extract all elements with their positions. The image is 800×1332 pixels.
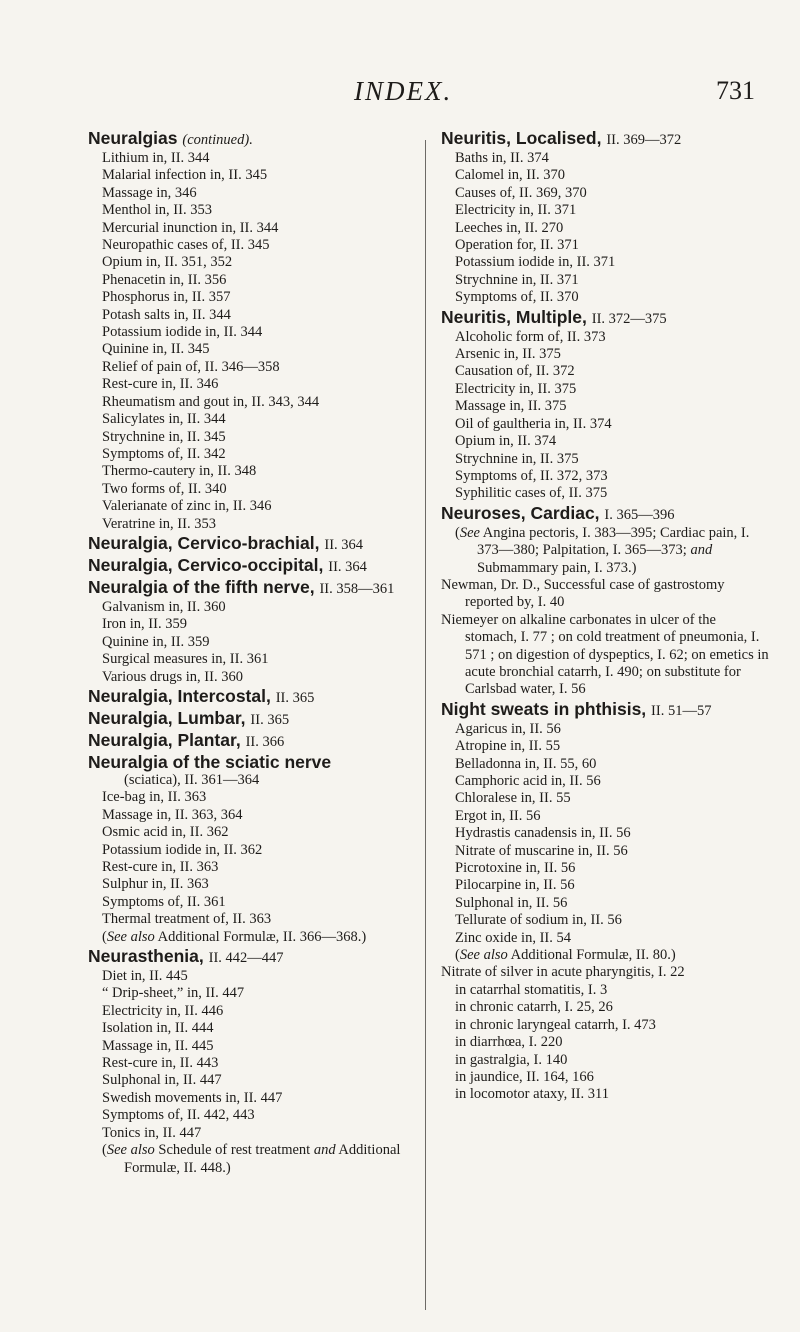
index-entry-neuritis-localised	[441, 128, 771, 307]
index-entry-cervico-brachial	[88, 533, 416, 555]
sub-entry: Strychnine in, II. 375	[455, 450, 579, 467]
sub-entry: Tellurate of sodium in, II. 56	[455, 912, 622, 929]
see-and: and	[690, 542, 713, 559]
sub-entry: Sulphonal in, II. 56	[455, 894, 568, 911]
sub-entry: Chloralese in, II. 55	[455, 790, 571, 807]
sub-entry: Syphilitic cases of, II. 375	[455, 485, 608, 502]
sub-entry: “ Drip-sheet,” in, II. 447	[102, 985, 245, 1002]
see-label: See	[459, 524, 480, 541]
entry-heading	[441, 307, 771, 329]
sub-entry: Electricity in, II. 375	[455, 380, 577, 397]
entry-heading	[88, 946, 416, 968]
sub-entry: Nitrate of muscarine in, II. 56	[455, 842, 628, 859]
sub-entry: Electricity in, II. 446	[102, 1002, 224, 1019]
entry-reference: II. 358—361	[319, 580, 395, 597]
sub-entry: Mercurial inunction in, II. 344	[102, 219, 279, 236]
sub-entry: Potassium iodide in, II. 344	[102, 324, 263, 341]
sub-entry: Symptoms of, II. 370	[455, 289, 579, 306]
sub-entry: Sulphonal in, II. 447	[102, 1072, 222, 1089]
sub-entry: Thermal treatment of, II. 363	[102, 911, 272, 928]
see-also-text: Additional Formulæ, II. 80.)	[510, 947, 676, 964]
sub-entry: in locomotor ataxy, II. 311	[455, 1086, 609, 1103]
sub-entry: Malarial infection in, II. 345	[102, 167, 268, 184]
see-text: Submammary pain, I. 373.)	[477, 559, 637, 576]
sub-entry: Hydrastis canadensis in, II. 56	[455, 825, 631, 842]
left-column	[88, 128, 416, 1177]
see-also-and: and	[313, 1142, 336, 1159]
sub-entry: Two forms of, II. 340	[102, 480, 227, 497]
index-entry-night-sweats	[441, 699, 771, 965]
index-entry-lumbar	[88, 708, 416, 730]
sub-entry: Surgical measures in, II. 361	[102, 651, 269, 668]
sub-entry: Quinine in, II. 345	[102, 341, 210, 358]
sub-entry: Massage in, II. 363, 364	[102, 806, 243, 823]
entry-heading: Nitrate of silver in acute pharyngitis, I. 22	[441, 964, 685, 981]
index-entry-intercostal	[88, 686, 416, 708]
sub-entry: Ice-bag in, II. 363	[102, 789, 207, 806]
entry-reference: II. 372—375	[591, 310, 667, 327]
sub-entry: Various drugs in, II. 360	[102, 668, 243, 685]
sub-entry: Oil of gaultheria in, II. 374	[455, 415, 612, 432]
index-entry-neuroses-cardiac	[441, 503, 771, 577]
see-also-label: See also	[459, 947, 508, 964]
entry-heading	[441, 503, 771, 525]
sub-entry: Symptoms of, II. 361	[102, 893, 226, 910]
sub-entry: Causes of, II. 369, 370	[455, 184, 587, 201]
sub-entry: Causation of, II. 372	[455, 363, 575, 380]
sub-entry: Symptoms of, II. 442, 443	[102, 1107, 255, 1124]
sub-entry: Zinc oxide in, II. 54	[455, 929, 571, 946]
sub-entry: Menthol in, II. 353	[102, 202, 212, 219]
sub-entry: Valerianate of zinc in, II. 346	[102, 498, 272, 515]
see-also-note: (See also Schedule of rest treatment and Additional Formulæ, II. 448.)	[102, 1142, 401, 1176]
see-also-text: Schedule of rest treatment	[158, 1142, 311, 1159]
entry-reference: II. 369—372	[606, 132, 682, 148]
index-entry-cervico-occipital	[88, 555, 416, 577]
entry-heading	[441, 699, 771, 721]
sub-entry: Pilocarpine in, II. 56	[455, 877, 575, 894]
sub-entry: Operation for, II. 371	[455, 237, 579, 254]
sub-entry: in chronic catarrh, I. 25, 26	[455, 999, 613, 1016]
sub-entry: Rheumatism and gout in, II. 343, 344	[102, 393, 320, 410]
sub-entry: Alcoholic form of, II. 373	[455, 328, 606, 345]
sub-entry: Massage in, II. 375	[455, 398, 567, 415]
sub-entry: Belladonna in, II. 55, 60	[455, 755, 597, 772]
page-number: 731	[716, 76, 755, 105]
see-also-text: Additional Formulæ, II. 366—368.)	[157, 928, 367, 945]
sub-entry: Rest-cure in, II. 443	[102, 1055, 219, 1072]
entry-reference: II. 364	[328, 558, 367, 575]
running-head: INDEX.	[354, 76, 453, 106]
sub-entry: Opium in, II. 374	[455, 433, 557, 450]
entry-heading-text: Neuralgia, Cervico-brachial,	[88, 532, 320, 553]
sub-entry: Calomel in, II. 370	[455, 167, 565, 184]
right-column	[441, 128, 771, 1104]
entry-heading-text: Neuroses, Cardiac,	[441, 502, 600, 523]
entry-heading	[88, 708, 416, 730]
sub-entry: Iron in, II. 359	[102, 616, 187, 633]
sub-entry: Massage in, II. 445	[102, 1037, 214, 1054]
index-entry-niemeyer: Niemeyer on alkaline carbonates in ulcer of the stomach, I. 77 ; on cold treatment of pneumonia, I. 571 ; on digestion of dyspeptics, I. 62; on emetics in acute bronchial catarrh, I. 490; on substitute for Carlsbad water, I. 56	[441, 611, 769, 698]
sub-entry: Phosphorus in, II. 357	[102, 289, 231, 306]
sub-entry: Ergot in, II. 56	[455, 807, 541, 824]
sub-entry: in diarrhœa, I. 220	[455, 1034, 563, 1051]
sub-entry: Osmic acid in, II. 362	[102, 824, 229, 841]
sub-entry: Thermo-cautery in, II. 348	[102, 463, 257, 480]
sub-entry: Camphoric acid in, II. 56	[455, 773, 601, 789]
sub-entry: Strychnine in, II. 345	[102, 428, 226, 445]
see-also-label: See also	[106, 928, 155, 945]
sub-entry: in chronic laryngeal catarrh, I. 473	[455, 1016, 656, 1033]
entry-heading-text: Neuralgia of the sciatic nerve	[88, 751, 332, 772]
index-entry-nitrate-of-silver	[441, 964, 771, 1103]
sub-entry: Rest-cure in, II. 363	[102, 859, 219, 875]
entry-heading	[88, 686, 416, 708]
index-entry-plantar	[88, 730, 416, 752]
sub-entry: Potassium iodide in, II. 371	[455, 254, 616, 271]
sub-entry: Atropine in, II. 55	[455, 738, 561, 755]
entry-reference: II. 365	[275, 689, 315, 706]
sub-entry: Lithium in, II. 344	[102, 150, 210, 166]
see-also-note: (See also Additional Formulæ, II. 366—368.)	[102, 928, 367, 945]
see-text: Angina pectoris, I. 383—395; Cardiac pain, I. 373—380; Palpitation, I. 365—373;	[477, 524, 750, 559]
sub-entry: Baths in, II. 374	[455, 150, 549, 166]
sub-entry: Agaricus in, II. 56	[455, 720, 561, 737]
entry-reference: II. 51—57	[651, 702, 712, 719]
sub-entry: Relief of pain of, II. 346—358	[102, 358, 280, 375]
sub-entry: Picrotoxine in, II. 56	[455, 860, 576, 877]
sub-entry: Electricity in, II. 371	[455, 202, 577, 219]
entry-heading	[88, 128, 416, 150]
sub-entry: Potassium iodide in, II. 362	[102, 841, 263, 858]
see-note: (See Angina pectoris, I. 383—395; Cardiac pain, I. 373—380; Palpitation, I. 365—373; and Submammary pain, I. 373.)	[455, 524, 750, 576]
entry-reference: (sciatica), II. 361—364	[124, 771, 260, 788]
index-entry-fifth-nerve	[88, 577, 416, 686]
entry-reference: I. 365—396	[604, 506, 675, 523]
sub-entry: Swedish movements in, II. 447	[102, 1089, 283, 1106]
entry-heading	[88, 555, 416, 577]
entry-heading-text: Neuritis, Localised,	[441, 128, 602, 148]
sub-entry: Leeches in, II. 270	[455, 219, 564, 236]
entry-heading	[88, 533, 416, 555]
sub-entry: Salicylates in, II. 344	[102, 411, 226, 428]
index-entry-neuralgias	[88, 128, 416, 533]
index-entry-neurasthenia	[88, 946, 416, 1177]
entry-heading-text: Neuralgia of the fifth nerve,	[88, 576, 315, 597]
index-entry-newman: Newman, Dr. D., Successful case of gastrostomy reported by, I. 40	[441, 576, 725, 611]
sub-entry: Symptoms of, II. 372, 373	[455, 467, 608, 484]
index-entry-sciatic	[88, 752, 416, 946]
entry-reference: II. 442—447	[208, 950, 284, 967]
entry-heading-text: Neuralgia, Intercostal,	[88, 685, 271, 706]
sub-entry: Diet in, II. 445	[102, 968, 188, 985]
sub-entry: Massage in, 346	[102, 184, 197, 201]
entry-reference: II. 366	[245, 733, 285, 750]
entry-heading	[88, 752, 416, 772]
sub-entry: Sulphur in, II. 363	[102, 876, 209, 893]
entry-reference: II. 364	[324, 536, 364, 553]
sub-entry: Tonics in, II. 447	[102, 1124, 202, 1141]
entry-heading	[88, 577, 416, 599]
sub-entry: in catarrhal stomatitis, I. 3	[455, 981, 608, 998]
sub-entry: Galvanism in, II. 360	[102, 598, 226, 615]
entry-heading	[441, 128, 771, 150]
sub-entry: Neuropathic cases of, II. 345	[102, 237, 270, 254]
sub-entry: Phenacetin in, II. 356	[102, 271, 227, 288]
entry-heading	[88, 730, 416, 752]
sub-entry: Symptoms of, II. 342	[102, 445, 226, 462]
entry-heading-text: Neuralgias	[88, 128, 178, 148]
entry-heading-text: Neuralgia, Lumbar,	[88, 707, 246, 728]
sub-entry: Strychnine in, II. 371	[455, 271, 579, 288]
entry-heading-text: Neuritis, Multiple,	[441, 306, 587, 327]
sub-entry: Potash salts in, II. 344	[102, 306, 231, 323]
index-entry-neuritis-multiple	[441, 307, 771, 503]
sub-entry: in jaundice, II. 164, 166	[455, 1068, 594, 1085]
entry-heading-text: Neuralgia, Cervico-occipital,	[88, 554, 324, 575]
entry-note: (continued).	[182, 132, 253, 148]
sub-entry: Veratrine in, II. 353	[102, 515, 216, 532]
sub-entry: Arsenic in, II. 375	[455, 346, 561, 363]
column-divider	[425, 140, 426, 1310]
sub-entry: Isolation in, II. 444	[102, 1020, 214, 1037]
entry-heading-text: Neuralgia, Plantar,	[88, 729, 241, 750]
sub-entry: Quinine in, II. 359	[102, 633, 210, 650]
see-also-label: See also	[106, 1142, 155, 1159]
entry-heading-text: Night sweats in phthisis,	[441, 698, 647, 719]
entry-reference: II. 365	[250, 711, 290, 728]
see-also-text: Additional Formulæ, II. 448.)	[124, 1142, 401, 1176]
sub-entry: in gastralgia, I. 140	[455, 1051, 568, 1068]
see-also-note: (See also Additional Formulæ, II. 80.)	[455, 947, 676, 964]
page-header	[0, 76, 800, 116]
sub-entry: Opium in, II. 351, 352	[102, 254, 233, 271]
entry-heading-text: Neurasthenia,	[88, 946, 204, 967]
sub-entry: Rest-cure in, II. 346	[102, 376, 219, 393]
